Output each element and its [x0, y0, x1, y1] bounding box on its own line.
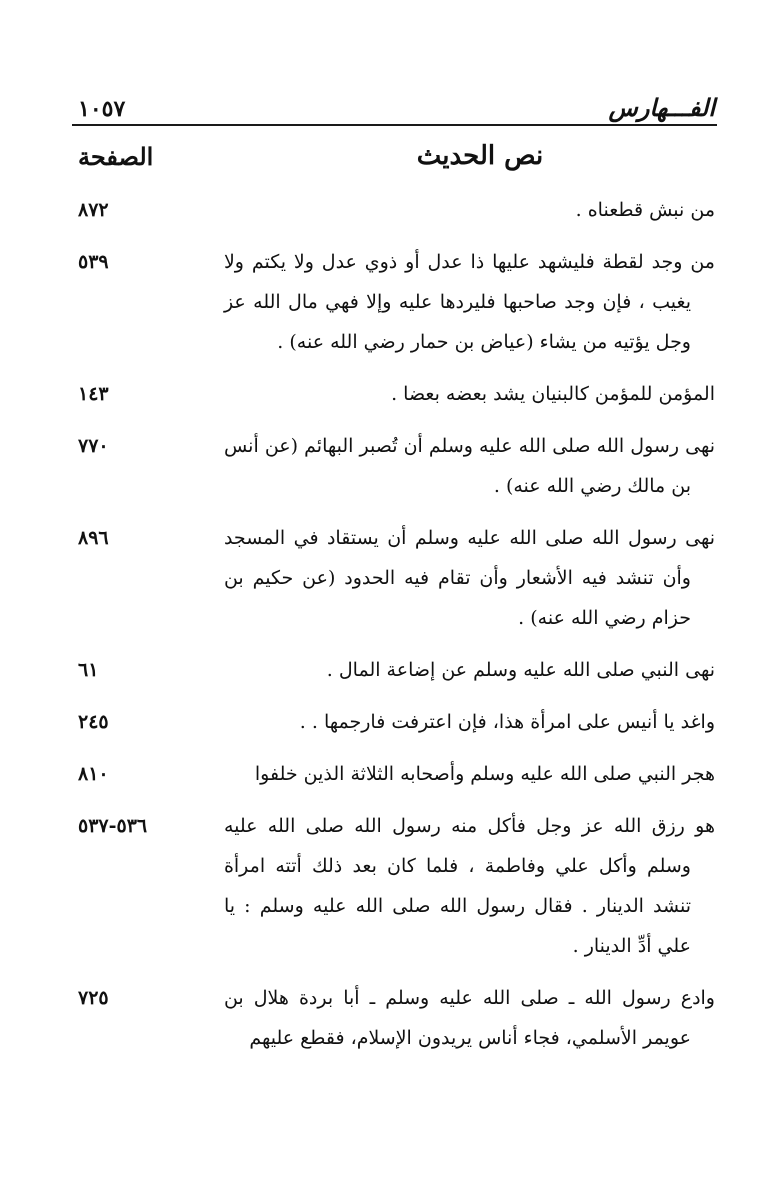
page-reference: ٨٧٢: [78, 199, 109, 221]
index-entry: [78, 650, 715, 690]
column-headers: [78, 134, 715, 178]
hadith-text: من وجد لقطة فليشهد عليها ذا عدل أو ذوي عدل ولا يكتم ولا يغيب ، فإن وجد صاحبها فليردها عليه وإلا فهي مال الله عز وجل يؤتيه من يشاء (عياض بن حمار رضي الله عنه) .: [223, 251, 715, 353]
index-entry: [78, 374, 715, 414]
index-entry: [78, 190, 715, 230]
hadith-text: نهى النبي صلى الله عليه وسلم عن إضاعة المال .: [326, 659, 715, 681]
index-entry: [78, 754, 715, 794]
hadith-text: نهى رسول الله صلى الله عليه وسلم أن تُصبر البهائم (عن أنس بن مالك رضي الله عنه) .: [223, 435, 715, 497]
page-reference: ٨١٠: [78, 763, 109, 785]
page-reference: ٨٩٦: [78, 527, 109, 549]
hadith-text: المؤمن للمؤمن كالبنيان يشد بعضه بعضا .: [391, 383, 715, 405]
index-entry: [78, 426, 715, 506]
hadith-text: وادع رسول الله ـ صلى الله عليه وسلم ـ أبا بردة هلال بن عويمر الأسلمي، فجاء أناس يريدون الإسلام، فقطع عليهم: [223, 987, 715, 1049]
page-column-header: الصفحة: [78, 141, 154, 171]
index-entry: [78, 806, 715, 966]
hadith-text: واغد يا أنيس على امرأة هذا، فإن اعترفت فارجمها . .: [299, 711, 715, 733]
hadith-text: من نبش قطعناه .: [575, 199, 715, 221]
hadith-text: هجر النبي صلى الله عليه وسلم وأصحابه الثلاثة الذين خلفوا: [254, 763, 715, 785]
index-entry: [78, 978, 715, 1058]
running-title: الفـــهارس: [608, 93, 715, 122]
index-entry: [78, 242, 715, 362]
page-reference: ٥٣٩: [78, 251, 109, 273]
page-reference: ٥٣٦-٥٣٧: [78, 815, 148, 837]
hadith-text: نهى رسول الله صلى الله عليه وسلم أن يستقاد في المسجد وأن تنشد فيه الأشعار وأن تقام فيه الحدود (عن حكيم بن حزام رضي الله عنه) .: [223, 527, 715, 629]
header-rule: [72, 124, 717, 126]
page-reference: ٧٧٠: [78, 435, 109, 457]
hadith-index-list: [78, 190, 715, 1070]
page-reference: ٦١: [78, 659, 99, 681]
page-reference: ١٤٣: [78, 383, 109, 405]
hadith-text: هو رزق الله عز وجل فأكل منه رسول الله صلى الله عليه وسلم وأكل علي وفاطمة ، فلما كان بعد ذلك أتته امرأة تنشد الدينار . فقال رسول الله صلى الله عليه وسلم : يا علي أدِّ الدينار .: [223, 815, 715, 957]
page-reference: ٧٢٥: [78, 987, 109, 1009]
page-number: ١٠٥٧: [78, 96, 126, 122]
index-entry: [78, 702, 715, 742]
hadith-text-column-header: نص الحديث: [416, 141, 544, 171]
index-entry: [78, 518, 715, 638]
page-reference: ٢٤٥: [78, 711, 109, 733]
running-header: [78, 86, 715, 122]
